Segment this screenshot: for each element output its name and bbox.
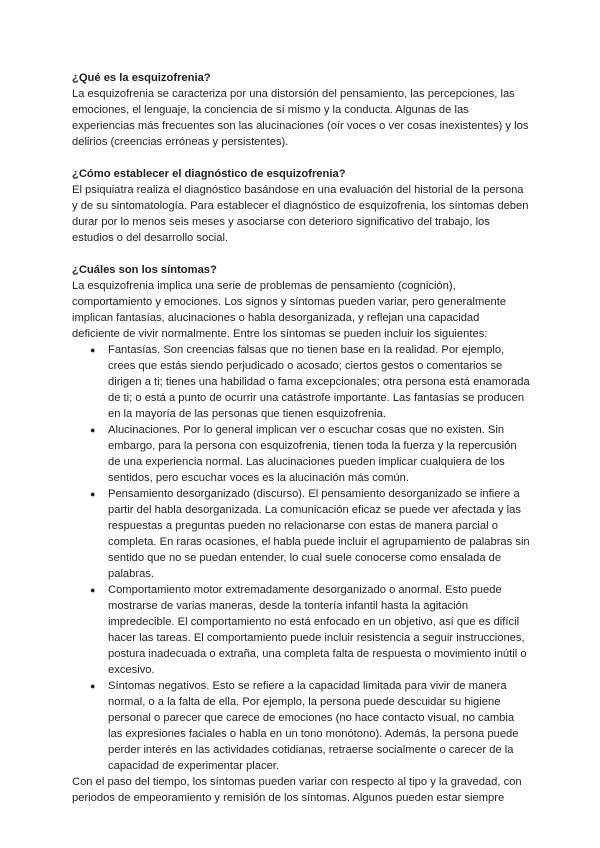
section-body: El psiquiatra realiza el diagnóstico basándose en una evaluación del historial de la persona y de su sintomatología. Para establecer el diagnóstico de esquizofrenia, los síntomas deben durar por lo menos seis meses y asociarse con deterioro significativo del trabajo, los estudios o del desarrollo social.	[72, 184, 529, 244]
bullet-icon: ●	[90, 345, 96, 355]
bullet-icon: ●	[90, 489, 96, 499]
section-heading: ¿Qué es la esquizofrenia?	[72, 72, 211, 84]
section-heading: ¿Cuáles son los síntomas?	[72, 264, 217, 276]
section-heading: ¿Cómo establecer el diagnóstico de esquizofrenia?	[72, 168, 346, 180]
section-body: La esquizofrenia se caracteriza por una distorsión del pensamiento, las percepciones, las emociones, el lenguaje, la conciencia de sí mismo y la conducta. Algunas de las experiencias más frecuentes son las alucinaciones (oír voces o ver cosas inexistentes) y los delirios (creencias erróneas y persistentes).	[72, 88, 529, 148]
list-item	[90, 422, 530, 486]
bullet-icon: ●	[90, 585, 96, 595]
closing-paragraph: Con el paso del tiempo, los síntomas pueden variar con respecto al tipo y la gravedad, con periodos de empeoramiento y remisión de los síntomas. Algunos pueden estar siempre	[72, 776, 522, 804]
bullet-icon: ●	[90, 425, 96, 435]
list-item	[90, 342, 530, 422]
section-diagnosis	[72, 166, 530, 246]
list-item-text: Fantasías. Son creencias falsas que no tienen base en la realidad. Por ejemplo, crees que estás siendo perjudicado o acosado; ciertos gestos o comentarios se dirigen a ti; tienes una habilidad o fama excepcionales; otra persona está enamorada de ti; o está a punto de ocurrir una catástrofe importante. Las fantasías se producen en la mayoría de las personas que tienen esquizofrenia.	[108, 344, 530, 420]
list-item	[90, 582, 530, 678]
list-item	[90, 678, 530, 774]
list-item-text: Alucinaciones. Por lo general implican ver o escuchar cosas que no existen. Sin embargo, para la persona con esquizofrenia, tienen toda la fuerza y la repercusión de una experiencia normal. Las alucinaciones pueden implicar cualquiera de los sentidos, pero escuchar voces es la alucinación más común.	[108, 424, 517, 484]
bullet-icon: ●	[90, 681, 96, 691]
section-symptoms	[72, 262, 530, 806]
list-item-text: Pensamiento desorganizado (discurso). El pensamiento desorganizado se infiere a partir del habla desorganizada. La comunicación eficaz se puede ver afectada y las respuestas a preguntas pueden no relacionarse con estas de manera parcial o completa. En raras ocasiones, el habla puede incluir el agrupamiento de palabras sin sentido que no se puedan entender, lo cual suele conocerse como ensalada de palabras.	[108, 488, 530, 580]
list-item-text: Síntomas negativos. Esto se refiere a la capacidad limitada para vivir de manera normal, o a la falta de ella. Por ejemplo, la persona puede descuidar su higiene personal o parecer que carece de emociones (no hace contacto visual, no cambia las expresiones faciales o habla en un tono monótono). Además, la persona puede perder interés en las actividades cotidianas, retraerse socialmente o carecer de la capacidad de experimentar placer.	[108, 680, 519, 772]
section-what-is	[72, 70, 530, 150]
symptom-list	[72, 342, 530, 774]
list-item	[90, 486, 530, 582]
section-body: La esquizofrenia implica una serie de problemas de pensamiento (cognición), comportamiento y emociones. Los signos y síntomas pueden variar, pero generalmente implican fantasías, alucinaciones o habla desorganizada, y reflejan una capacidad deficiente de vivir normalmente. Entre los síntomas se pueden incluir los siguientes:	[72, 280, 507, 340]
list-item-text: Comportamiento motor extremadamente desorganizado o anormal. Esto puede mostrarse de varias maneras, desde la tontería infantil hasta la agitación impredecible. El comportamiento no está enfocado en un objetivo, así que es difícil hacer las tareas. El comportamiento puede incluir resistencia a seguir instrucciones, postura inadecuada o extraña, una completa falta de respuesta o movimiento inútil o excesivo.	[108, 584, 527, 676]
